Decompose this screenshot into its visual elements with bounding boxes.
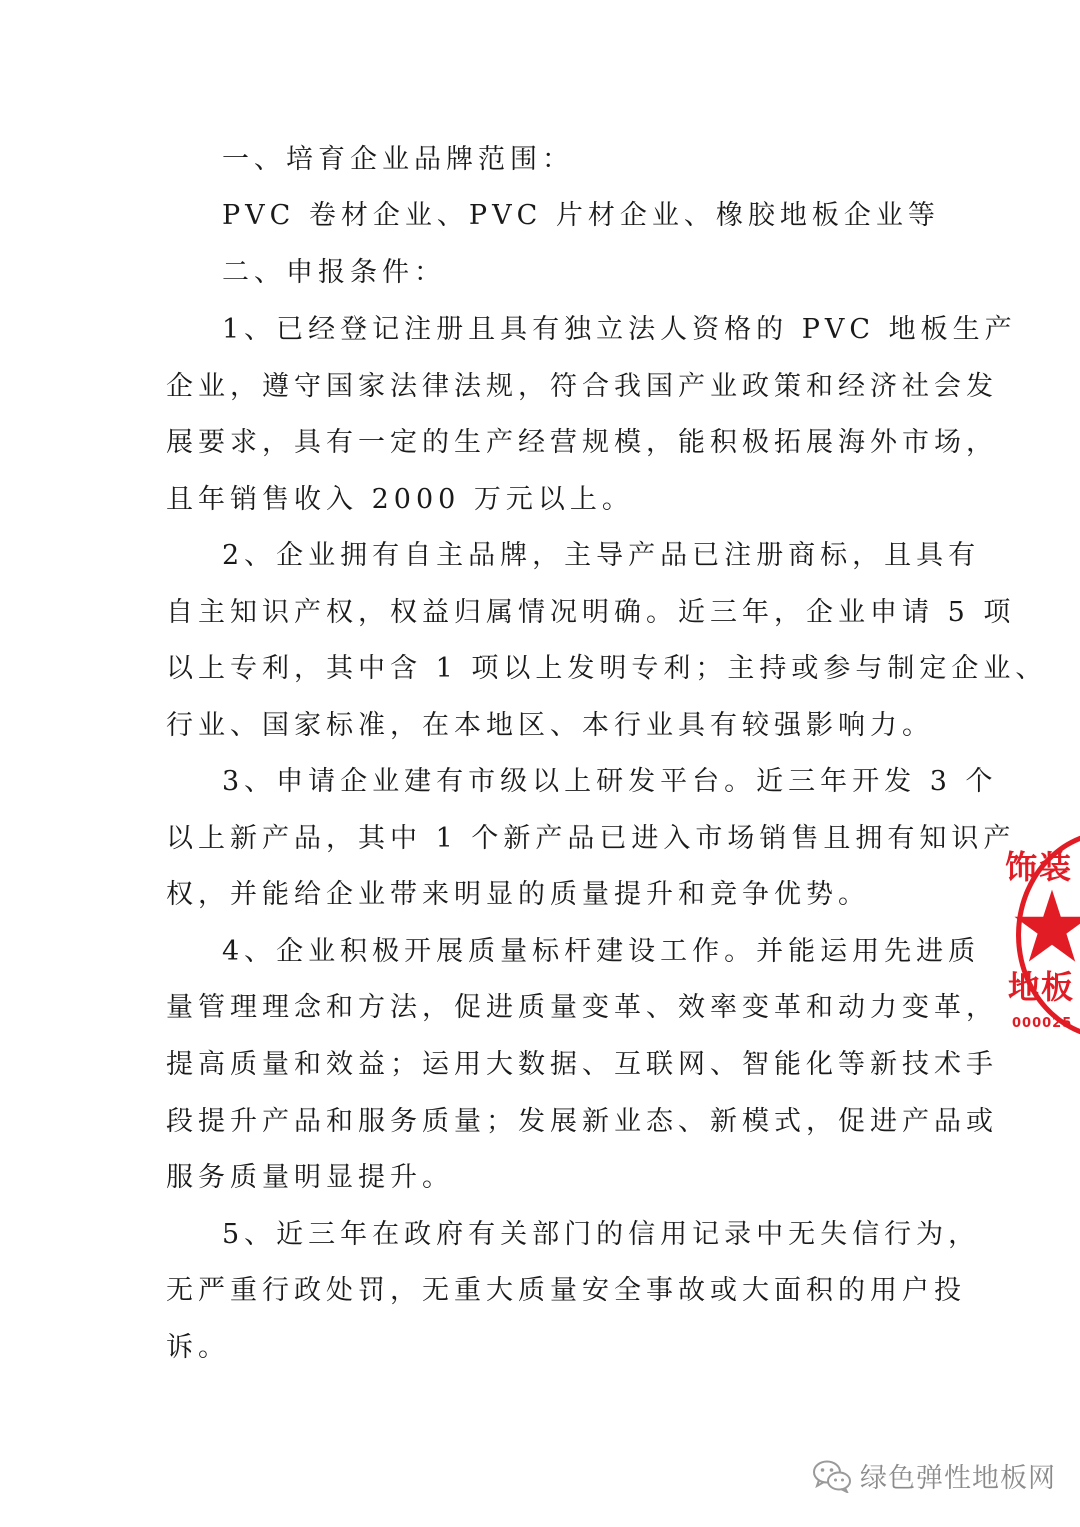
paragraph-line: 权，并能给企业带来明显的质量提升和竞争优势。: [166, 879, 870, 910]
paragraph-line: 2、企业拥有自主品牌，主导产品已注册商标，且具有: [222, 540, 981, 571]
paragraph-line: PVC 卷材企业、PVC 片材企业、橡胶地板企业等: [222, 200, 940, 231]
paragraph-line: 诉。: [166, 1332, 230, 1363]
paragraph-line: 4、企业积极开展质量标杆建设工作。并能运用先进质: [222, 936, 981, 967]
paragraph-line: 以上专利，其中含 1 项以上发明专利；主持或参与制定企业、: [166, 653, 1048, 684]
section-heading-scope: 一、培育企业品牌范围：: [222, 144, 574, 175]
paragraph-line: 企业，遵守国家法律法规，符合我国产业政策和经济社会发: [166, 371, 998, 402]
paragraph-line: 段提升产品和服务质量；发展新业态、新模式，促进产品或: [166, 1106, 998, 1137]
section-heading-conditions: 二、申报条件：: [222, 257, 446, 288]
paragraph-line: 量管理理念和方法，促进质量变革、效率变革和动力变革，: [166, 992, 998, 1023]
paragraph-line: 服务质量明显提升。: [166, 1162, 454, 1193]
watermark: [812, 1456, 1056, 1495]
paragraph-line: 5、近三年在政府有关部门的信用记录中无失信行为，: [222, 1219, 981, 1250]
wechat-icon: [812, 1459, 852, 1493]
paragraph-line: 自主知识产权，权益归属情况明确。近三年，企业申请 5 项: [166, 597, 1016, 628]
paragraph-line: 无严重行政处罚，无重大质量安全事故或大面积的用户投: [166, 1275, 966, 1306]
watermark-text: 绿色弹性地板网: [860, 1463, 1056, 1494]
seal-middle-text: 地板: [1008, 968, 1075, 1006]
paragraph-line: 且年销售收入 2000 万元以上。: [166, 484, 634, 515]
paragraph-line: 以上新产品，其中 1 个新产品已进入市场销售且拥有知识产: [166, 823, 1016, 854]
paragraph-line: 展要求，具有一定的生产经营规模，能积极拓展海外市场，: [166, 427, 998, 458]
paragraph-line: 3、申请企业建有市级以上研发平台。近三年开发 3 个: [222, 766, 998, 797]
paragraph-line: 行业、国家标准，在本地区、本行业具有较强影响力。: [166, 710, 934, 741]
paragraph-line: 1、已经登记注册且具有独立法人资格的 PVC 地板生产: [222, 314, 1017, 345]
paragraph-line: 提高质量和效益；运用大数据、互联网、智能化等新技术手: [166, 1049, 998, 1080]
seal-star-icon: [1012, 888, 1080, 964]
seal-number-text: 000025: [1012, 1016, 1073, 1031]
seal-top-text: 饰装: [1005, 848, 1074, 886]
